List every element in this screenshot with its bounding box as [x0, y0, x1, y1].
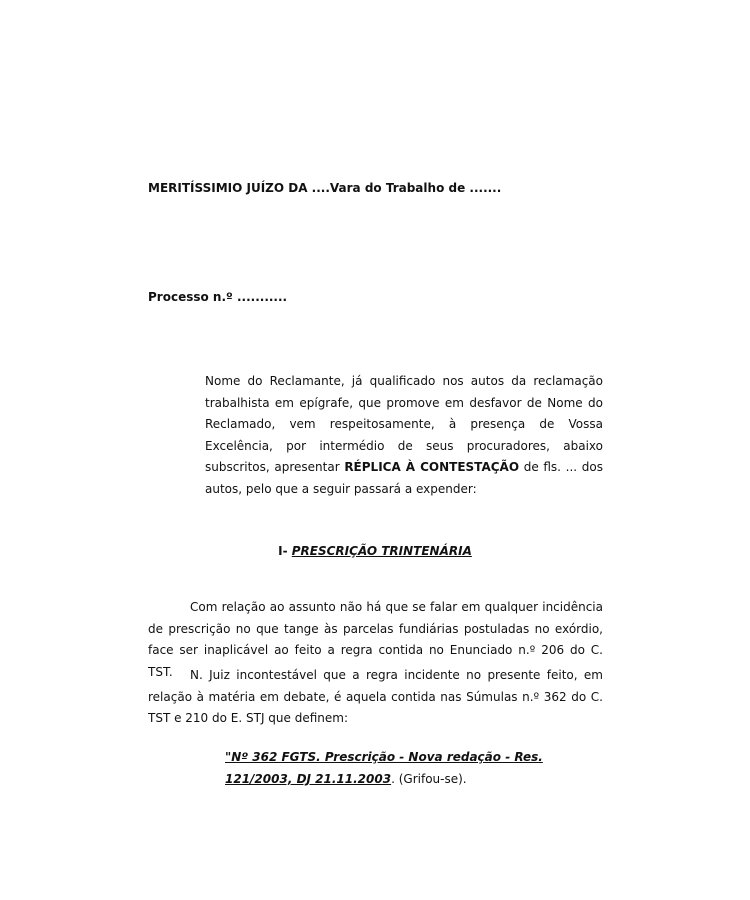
section-number: I- — [278, 544, 288, 558]
citation-block — [225, 747, 603, 790]
citation-main: "Nº 362 FGTS. Prescrição - Nova redação - Res. 121/2003, DJ 21.11.2003 — [225, 750, 543, 786]
intro-text-after: de fls. ... dos autos, pelo que a seguir passará a expender: — [205, 460, 603, 496]
paragraph-text: N. Juiz incontestável que a regra incidente no presente feito, em relação à matéria em debate, é aquela contida nas Súmulas n.º 362 do C. TST e 210 do E. STJ que definem: — [148, 668, 603, 725]
addressee-heading: MERITÍSSIMIO JUÍZO DA ....Vara do Trabalho de ....... — [148, 181, 502, 195]
intro-bold-title: RÉPLICA À CONTESTAÇÃO — [344, 460, 520, 474]
process-number: Processo n.º ........... — [148, 290, 288, 304]
paragraph-text: Com relação ao assunto não há que se falar em qualquer incidência de prescrição no que tange às parcelas fundiárias postuladas no exórdio, face ser inaplicável ao feito a regra contida no Enunciado n.º 206 do C. TST. — [148, 600, 603, 679]
citation-suffix: . (Grifou-se). — [391, 771, 467, 786]
intro-paragraph — [205, 371, 603, 500]
body-paragraph — [148, 665, 603, 730]
section-label: PRESCRIÇÃO TRINTENÁRIA — [291, 544, 472, 558]
intro-text-before: Nome do Reclamante, já qualificado nos autos da reclamação trabalhista em epígrafe, que promove em desfavor de Nome do Reclamado, vem respeitosamente, à presença de Vossa Excelência, por intermédio de seus procuradores, abaixo subscritos, apresentar — [205, 374, 603, 474]
section-title — [0, 544, 750, 558]
